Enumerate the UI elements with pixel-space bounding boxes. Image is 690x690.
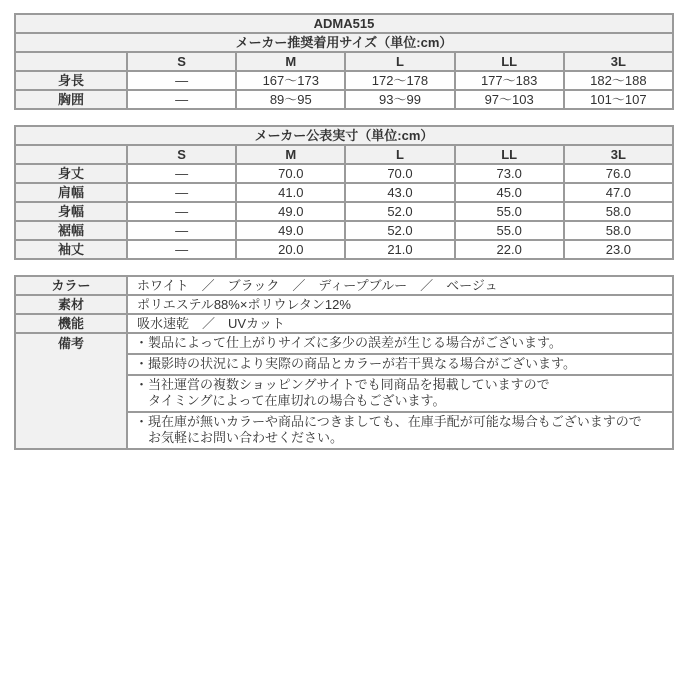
size-value-cell: 20.0: [236, 240, 345, 259]
remark-item: [128, 355, 672, 376]
size-value-cell: ―: [127, 90, 236, 109]
remark-line: ・製品によって仕上がりサイズに多少の誤差が生じる場合がございます。: [135, 335, 562, 350]
row-label: 身長: [15, 71, 127, 90]
table-row: [15, 183, 673, 202]
size-value-cell: ―: [127, 183, 236, 202]
column-header-s: S: [127, 145, 236, 164]
remark-line: ・現在庫が無いカラーや商品につきましても、在庫手配が可能な場合もございますので: [135, 414, 642, 429]
material-value: ポリエステル88%×ポリウレタン12%: [127, 295, 673, 314]
product-details-table: [14, 275, 674, 450]
size-value-cell: 172～178: [345, 71, 454, 90]
size-value-cell: 23.0: [564, 240, 673, 259]
table-row: [15, 221, 673, 240]
size-value-cell: 167～173: [236, 71, 345, 90]
table-row: [15, 295, 673, 314]
size-value-cell: 21.0: [345, 240, 454, 259]
row-label-function: 機能: [15, 314, 127, 333]
recommended-size-title: メーカー推奨着用サイズ（単位:cm）: [15, 33, 673, 52]
column-header-l: L: [345, 145, 454, 164]
color-value: ホワイト ／ ブラック ／ ディープブルー ／ ベージュ: [127, 276, 673, 295]
column-header-ll: LL: [455, 52, 564, 71]
size-value-cell: 89～95: [236, 90, 345, 109]
table-row: [15, 90, 673, 109]
row-label: 身丈: [15, 164, 127, 183]
remark-item: [128, 376, 672, 413]
table-row: [15, 276, 673, 295]
remarks-cell: [127, 333, 673, 449]
size-value-cell: 73.0: [455, 164, 564, 183]
size-value-cell: 55.0: [455, 202, 564, 221]
table-row: [15, 33, 673, 52]
size-value-cell: 52.0: [345, 202, 454, 221]
size-value-cell: 177～183: [455, 71, 564, 90]
column-header-m: M: [236, 52, 345, 71]
size-value-cell: 58.0: [564, 202, 673, 221]
recommended-size-table: [14, 13, 674, 110]
remark-line: ・撮影時の状況により実際の商品とカラーが若干異なる場合がございます。: [135, 356, 576, 371]
size-value-cell: 49.0: [236, 221, 345, 240]
column-header-ll: LL: [455, 145, 564, 164]
table-row: [15, 145, 673, 164]
size-value-cell: ―: [127, 202, 236, 221]
table-row: [15, 71, 673, 90]
row-label: 裾幅: [15, 221, 127, 240]
size-value-cell: 70.0: [345, 164, 454, 183]
size-value-cell: 41.0: [236, 183, 345, 202]
remark-item: [128, 413, 672, 448]
size-value-cell: 76.0: [564, 164, 673, 183]
column-header-m: M: [236, 145, 345, 164]
table-row: [15, 14, 673, 33]
column-header-3l: 3L: [564, 145, 673, 164]
table-row: [15, 240, 673, 259]
column-header-l: L: [345, 52, 454, 71]
size-value-cell: 22.0: [455, 240, 564, 259]
size-value-cell: 45.0: [455, 183, 564, 202]
table-row: [15, 126, 673, 145]
size-value-cell: 43.0: [345, 183, 454, 202]
row-label-remarks: 備考: [15, 333, 127, 449]
remark-item: [128, 334, 672, 355]
remark-line: ・当社運営の複数ショッピングサイトでも同商品を掲載していますので: [135, 377, 550, 392]
size-value-cell: 101～107: [564, 90, 673, 109]
row-label: 肩幅: [15, 183, 127, 202]
size-value-cell: ―: [127, 71, 236, 90]
actual-size-table: [14, 125, 674, 260]
remark-line: お気軽にお問い合わせください。: [148, 430, 344, 445]
corner-cell: [15, 52, 127, 71]
remark-line: タイミングによって在庫切れの場合もございます。: [148, 393, 446, 408]
column-header-s: S: [127, 52, 236, 71]
actual-size-title: メーカー公表実寸（単位:cm）: [15, 126, 673, 145]
size-value-cell: 58.0: [564, 221, 673, 240]
size-value-cell: 47.0: [564, 183, 673, 202]
column-header-3l: 3L: [564, 52, 673, 71]
row-label: 袖丈: [15, 240, 127, 259]
size-value-cell: ―: [127, 240, 236, 259]
table-row: [15, 52, 673, 71]
size-value-cell: ―: [127, 164, 236, 183]
size-value-cell: 182～188: [564, 71, 673, 90]
size-value-cell: 52.0: [345, 221, 454, 240]
table-row: [15, 164, 673, 183]
table-row: [15, 202, 673, 221]
row-label-material: 素材: [15, 295, 127, 314]
size-value-cell: 70.0: [236, 164, 345, 183]
table-row: [15, 314, 673, 333]
size-value-cell: 49.0: [236, 202, 345, 221]
size-value-cell: 97～103: [455, 90, 564, 109]
product-code: ADMA515: [15, 14, 673, 33]
size-value-cell: 93～99: [345, 90, 454, 109]
size-value-cell: ―: [127, 221, 236, 240]
corner-cell: [15, 145, 127, 164]
row-label: 身幅: [15, 202, 127, 221]
function-value: 吸水速乾 ／ UVカット: [127, 314, 673, 333]
row-label-color: カラー: [15, 276, 127, 295]
table-row: [15, 333, 673, 449]
row-label: 胸囲: [15, 90, 127, 109]
size-value-cell: 55.0: [455, 221, 564, 240]
